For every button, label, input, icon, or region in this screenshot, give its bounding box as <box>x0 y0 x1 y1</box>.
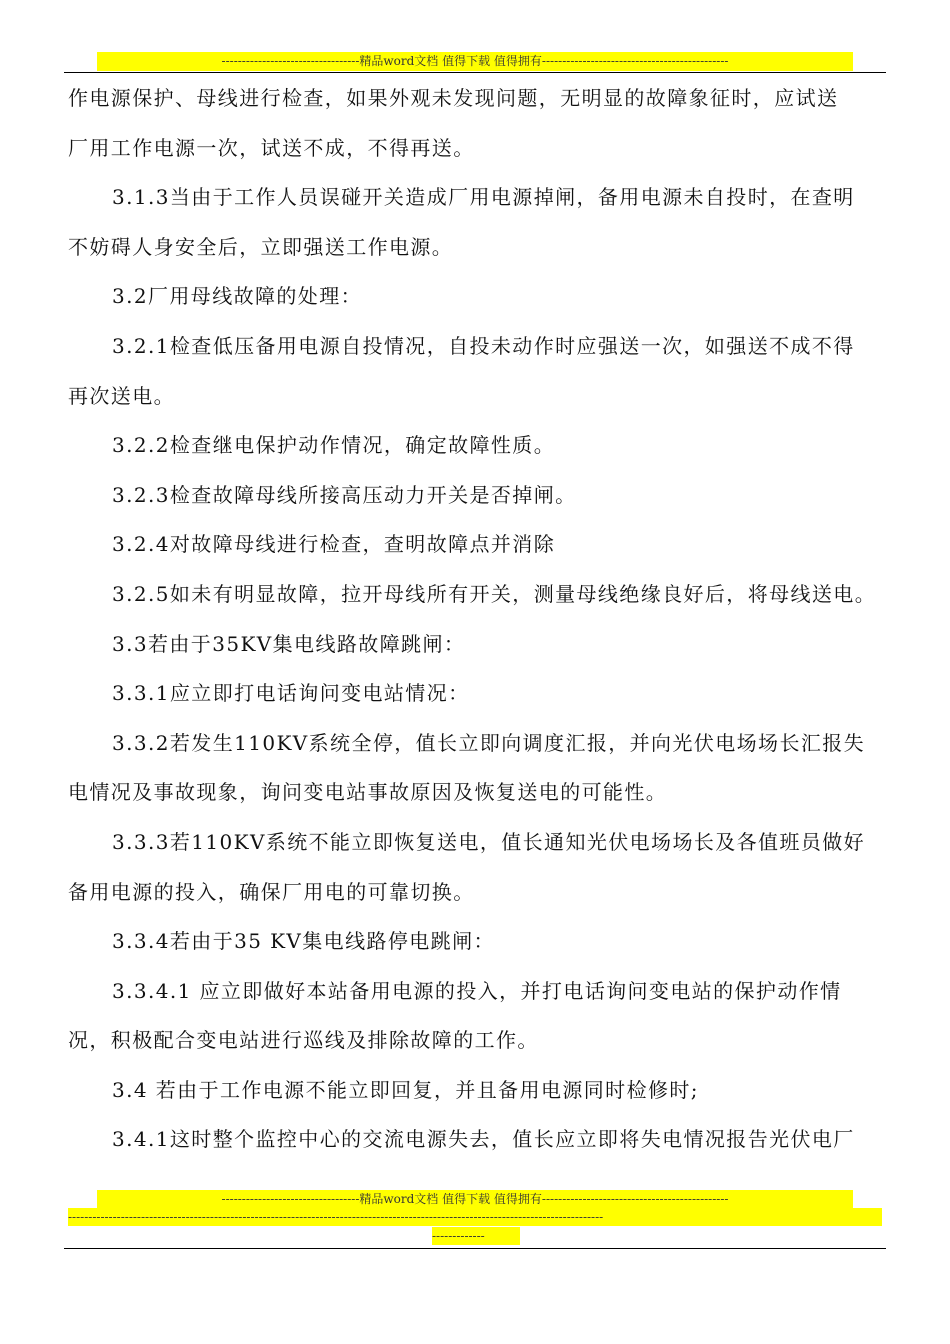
text-line: 厂用工作电源一次，试送不成，不得再送。 <box>68 135 475 160</box>
text-line: 不妨碍人身安全后，立即强送工作电源。 <box>68 234 454 259</box>
text-line: 况，积极配合变电站进行巡线及排除故障的工作。 <box>68 1028 539 1053</box>
text-line: 3.4.1这时整个监控中心的交流电源失去，值长应立即将失电情况报告光伏电厂 <box>112 1127 855 1152</box>
header-banner: ----------------------------------精品word文档 值得下载 值得拥有---------------------------------------------- <box>97 52 853 71</box>
footer-banner: ----------------------------------精品word文档 值得下载 值得拥有---------------------------------------------- <box>97 1190 853 1208</box>
text-line: 3.1.3当由于工作人员误碰开关造成厂用电源掉闸，备用电源未自投时，在查明 <box>112 185 855 210</box>
text-line: 3.2.3检查故障母线所接高压动力开关是否掉闸。 <box>112 482 577 507</box>
text-line: 3.2.2检查继电保护动作情况，确定故障性质。 <box>112 433 556 458</box>
text-line: 3.4 若由于工作电源不能立即回复，并且备用电源同时检修时; <box>112 1077 699 1102</box>
text-line: 电情况及事故现象，询问变电站事故原因及恢复送电的可能性。 <box>68 780 668 805</box>
text-line: 备用电源的投入，确保厂用电的可靠切换。 <box>68 879 475 904</box>
body-text <box>68 74 884 1165</box>
header-rule <box>64 72 886 73</box>
text-line: 3.3若由于35KV集电线路故障跳闸： <box>112 631 466 656</box>
text-line: 3.3.3若110KV系统不能立即恢复送电，值长通知光伏电场场长及各值班员做好 <box>112 829 866 854</box>
footer-dash-tail: ------------- <box>432 1227 520 1245</box>
text-line: 3.2.4对故障母线进行检查，查明故障点并消除 <box>112 532 556 557</box>
text-line: 3.3.4.1 应立即做好本站备用电源的投入，并打电话询问变电站的保护动作情 <box>112 978 842 1003</box>
text-line: 再次送电。 <box>68 383 175 408</box>
text-line: 3.2.1检查低压备用电源自投情况，自投未动作时应强送一次，如强送不成不得 <box>112 333 855 358</box>
text-line: 3.3.4若由于35 KV集电线路停电跳闸： <box>112 929 495 954</box>
footer-rule <box>64 1248 886 1249</box>
text-line: 3.2厂用母线故障的处理： <box>112 284 363 309</box>
text-line: 3.3.2若发生110KV系统全停，值长立即向调度汇报，并向光伏电场场长汇报失 <box>112 730 866 755</box>
text-line: 3.3.1应立即打电话询问变电站情况： <box>112 681 470 706</box>
footer-dash-line: ------------------------------------------------------------------------------------------------------------------------------------ <box>68 1208 882 1226</box>
text-line: 作电源保护、母线进行检查，如果外观未发现问题，无明显的故障象征时，应试送 <box>68 86 839 110</box>
text-line: 3.2.5如未有明显故障，拉开母线所有开关，测量母线绝缘良好后，将母线送电。 <box>112 581 877 606</box>
